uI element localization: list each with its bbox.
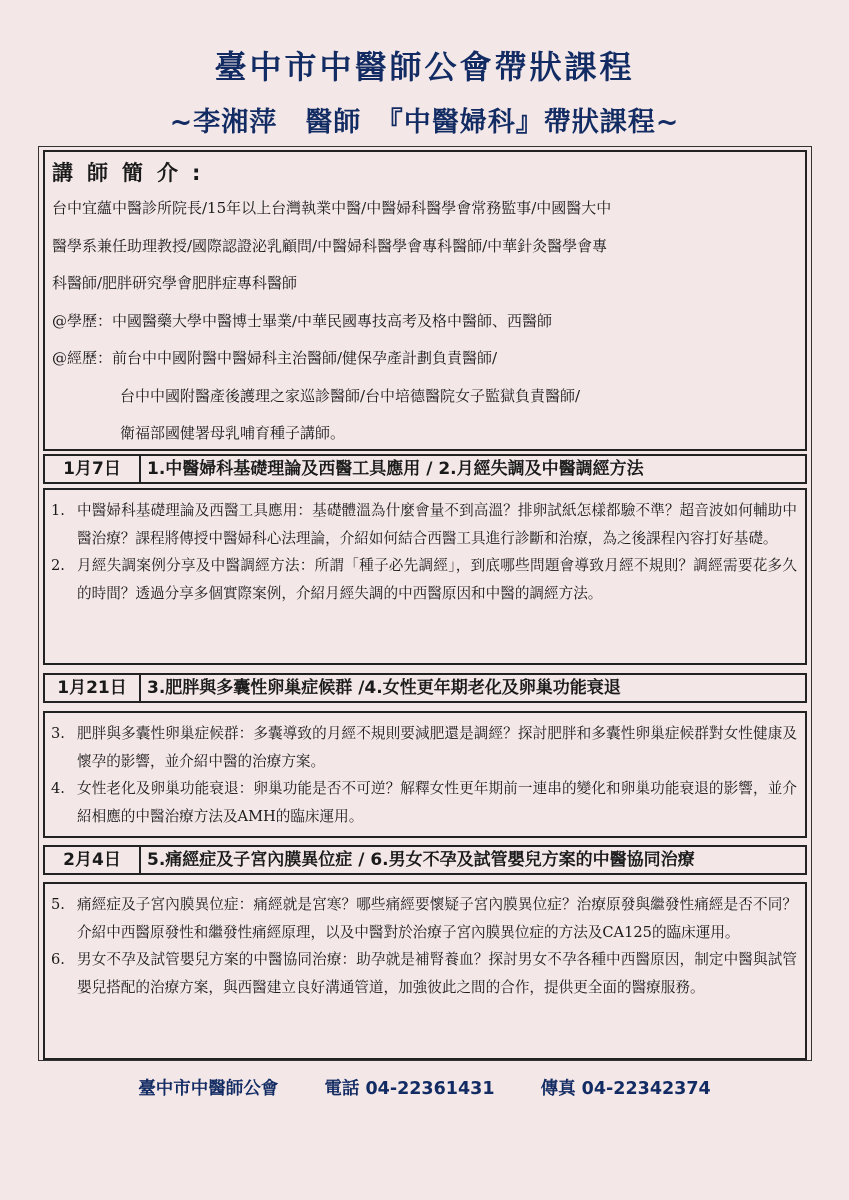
session-topic: 5.痛經症及子宮內膜異位症 / 6.男女不孕及試管嬰兒方案的中醫協同治療 [147, 850, 695, 870]
instructor-intro-box [43, 150, 807, 451]
session-date: 1月7日 [45, 456, 141, 482]
session-1-content [43, 488, 807, 665]
item-number: 4. [51, 780, 65, 797]
footer [0, 1075, 849, 1100]
list-item [51, 720, 797, 775]
item-text: 痛經症及子宮內膜異位症：痛經就是宮寒？哪些痛經要懷疑子宮內膜異位症？治療原發與繼發性痛經是否不同？介紹中西醫原發性和繼發性痛經原理，以及中醫對於治療子宮內膜異位症的方法及CA125的臨床運用。 [77, 896, 797, 941]
item-text: 肥胖與多囊性卵巢症候群：多囊導致的月經不規則要減肥還是調經？探討肥胖和多囊性卵巢症候群對女性健康及懷孕的影響，並介紹中醫的治療方案。 [77, 725, 797, 770]
intro-line: 科醫師/肥胖研究學會肥胖症專科醫師 [52, 274, 298, 292]
intro-experience-cont: 台中中國附醫產後護理之家巡診醫師/台中培德醫院女子監獄負責醫師/ [120, 386, 581, 405]
list-item [51, 891, 797, 946]
intro-experience-cont: 衛福部國健署母乳哺育種子講師。 [120, 424, 346, 442]
session-date: 2月4日 [45, 847, 141, 873]
session-topic: 3.肥胖與多囊性卵巢症候群 /4.女性更年期老化及卵巢功能衰退 [147, 678, 621, 698]
item-text: 中醫婦科基礎理論及西醫工具應用：基礎體溫為什麼會量不到高溫？排卵試紙怎樣都驗不準？超音波如何輔助中醫治療？課程將傳授中醫婦科心法理論，介紹如何結合西醫工具進行診斷和治療，為之後課程內容打好基礎。 [77, 502, 797, 547]
intro-body [52, 190, 799, 453]
session-3-header [43, 845, 807, 875]
item-text: 男女不孕及試管嬰兒方案的中醫協同治療：助孕就是補腎養血？探討男女不孕各種中西醫原因，制定中醫與試管嬰兒搭配的治療方案，與西醫建立良好溝通管道，加強彼此之間的合作，提供更全面的醫療服務。 [77, 951, 797, 996]
item-number: 3. [51, 725, 65, 742]
footer-fax: 傳真 04-22342374 [540, 1079, 711, 1099]
page-title: 臺中市中醫師公會帶狀課程 [214, 48, 635, 86]
session-topic: 1.中醫婦科基礎理論及西醫工具應用 / 2.月經失調及中醫調經方法 [147, 459, 644, 479]
list-item [51, 497, 797, 552]
session-2-header [43, 673, 807, 703]
list-item [51, 552, 797, 607]
intro-education: @學歷：中國醫藥大學中醫博士畢業/中華民國專技高考及格中醫師、西醫師 [52, 311, 553, 330]
item-number: 2. [51, 557, 65, 574]
item-text: 月經失調案例分享及中醫調經方法：所謂「種子必先調經」，到底哪些問題會導致月經不規則？調經需要花多久的時間？透過分享多個實際案例，介紹月經失調的中西醫原因和中醫的調經方法。 [77, 557, 797, 602]
list-item [51, 775, 797, 830]
footer-phone: 電話 04-22361431 [324, 1079, 495, 1099]
page-subtitle: ~李湘萍 醫師 『中醫婦科』帶狀課程~ [169, 107, 680, 138]
intro-line: 醫學系兼任助理教授/國際認證泌乳顧問/中醫婦科醫學會專科醫師/中華針灸醫學會專 [52, 236, 608, 255]
item-text: 女性老化及卵巢功能衰退：卵巢功能是否不可逆？解釋女性更年期前一連串的變化和卵巢功能衰退的影響，並介紹相應的中醫治療方法及AMH的臨床運用。 [77, 780, 797, 825]
session-date: 1月21日 [45, 675, 141, 701]
item-number: 6. [51, 951, 65, 968]
intro-heading: 講師簡介: [52, 161, 215, 185]
session-1-header [43, 454, 807, 484]
intro-line: 台中宜蘊中醫診所院長/15年以上台灣執業中醫/中醫婦科醫學會常務監事/中國醫大中 [52, 199, 612, 217]
session-2-content [43, 711, 807, 838]
list-item [51, 946, 797, 1001]
session-3-content [43, 882, 807, 1060]
item-number: 1. [51, 502, 65, 519]
item-number: 5. [51, 896, 65, 913]
intro-experience: @經歷：前台中中國附醫中醫婦科主治醫師/健保孕產計劃負責醫師/ [52, 349, 498, 367]
footer-org: 臺中市中醫師公會 [138, 1079, 279, 1099]
